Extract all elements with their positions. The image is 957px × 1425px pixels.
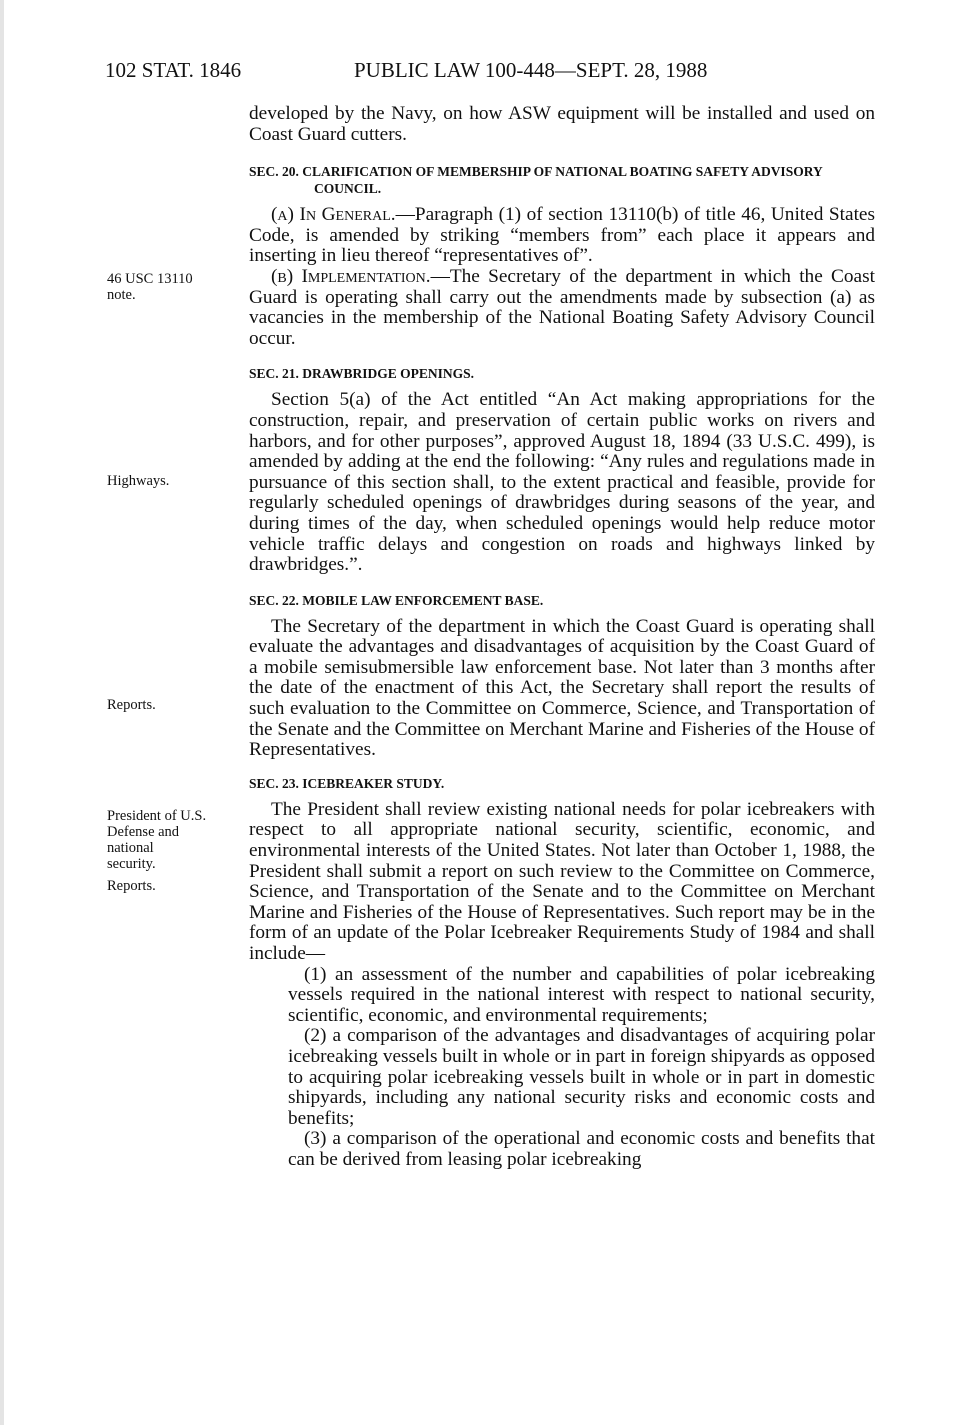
section-20-heading: SEC. 20. CLARIFICATION OF MEMBERSHIP OF NATIONAL BOATING SAFETY ADVISORY COUNCIL. xyxy=(249,164,823,197)
section-22-text: The Secretary of the department in which the Coast Guard is operating shall evaluate the advantages and disadvantages of acquisition by the Coast Guard of a mobile semisubmersible law enforcement base. Not later than 3 months after the date of the enactment of this Act, the Secretary shall report the results of such evaluation to the Committee on Commerce, Science, and Transportation of the Senate and the Committee on Merchant Marine and Fisheries of the House of Representatives. xyxy=(249,615,875,761)
margin-note-defense-line2: national xyxy=(107,840,154,856)
margin-note-usc xyxy=(107,271,235,303)
running-header xyxy=(105,58,885,88)
subsection-b-label: (b) Implementation. xyxy=(271,265,431,287)
margin-note-highways: Highways. xyxy=(107,473,170,489)
margin-note-reports-2: Reports. xyxy=(107,878,156,894)
section-23-text: The President shall review existing national needs for polar icebreakers with respect to all appropriate national security, scientific, economic, and environmental interests of the United States. Not later than October 1, 1988, the President shall submit a report on such review to the Committee on Commerce, Science, and Transportation of the Senate and to the Committee on Merchant Marine and Fisheries of the House of Representatives. Such report may be in the form of an update of the Polar Icebreaker Requirements Study of 1984 and shall include— xyxy=(249,798,875,964)
page-edge-shadow xyxy=(0,0,4,1425)
section-22-heading: SEC. 22. MOBILE LAW ENFORCEMENT BASE. xyxy=(249,592,544,608)
margin-note-president-line: President of U.S. xyxy=(107,808,207,824)
page-reference: 102 STAT. 1846 xyxy=(105,58,242,82)
section-23-item-3: (3) a comparison of the operational and economic costs and benefits that can be derived from leasing polar icebreaking xyxy=(288,1128,875,1170)
intro-paragraph: developed by the Navy, on how ASW equipment will be installed and used on Coast Guard cutters. xyxy=(249,103,875,145)
section-21-text: Section 5(a) of the Act entitled “An Act making appropriations for the construction, repair, and preservation of certain public works on rivers and harbors, and for other purposes”, approved August 18, 1894 (33 U.S.C. 499), is amended by adding at the end the following: “Any rules and regulations made in pursuance of this section shall, to the extent practical and feasible, provide for regularly scheduled openings of drawbridges during seasons of the year, and during times of the day, when scheduled openings would help reduce motor vehicle traffic delays and congestion on roads and highways linked by drawbridges.”. xyxy=(249,389,875,576)
body-text xyxy=(249,104,875,1171)
section-20-subsection-a xyxy=(249,205,875,267)
section-21-heading: SEC. 21. DRAWBRIDGE OPENINGS. xyxy=(249,366,475,382)
subsection-a-label: (a) In General. xyxy=(271,204,396,226)
law-title: PUBLIC LAW 100-448—SEPT. 28, 1988 xyxy=(354,58,708,82)
subsection-b-text: —The Secretary of the department in which the Coast Guard is operating shall carry out the amendments made by subsection (a) as vacancies in the membership of the National Boating Safety Advisory Council occur. xyxy=(249,265,875,349)
margin-note-defense-line3: security. xyxy=(107,856,156,872)
margin-note-president xyxy=(107,808,235,872)
margin-note-defense-line1: Defense and xyxy=(107,824,180,840)
section-23-item-1: (1) an assessment of the number and capabilities of polar icebreaking vessels required in the national interest with respect to national security, scientific, economic, and environmental requirements; xyxy=(288,963,875,1026)
margin-note-usc-line1: 46 USC 13110 xyxy=(107,271,193,287)
margin-note-usc-line2: note. xyxy=(107,287,136,303)
section-23-heading: SEC. 23. ICEBREAKER STUDY. xyxy=(249,775,445,791)
subsection-a-text: —Paragraph (1) of section 13110(b) of title 46, United States Code, is amended by striking “members from” each place it appears and inserting in lieu thereof “representatives of”. xyxy=(249,204,875,267)
section-23-item-2: (2) a comparison of the advantages and disadvantages of acquiring polar icebreaking vessels built in whole or in part in foreign shipyards as opposed to acquiring polar icebreaking vessels built in whole or in part in domestic shipyards, including any national security risks and economic costs and benefits; xyxy=(288,1025,875,1129)
section-20-subsection-b xyxy=(249,267,875,349)
margin-note-reports: Reports. xyxy=(107,697,156,713)
